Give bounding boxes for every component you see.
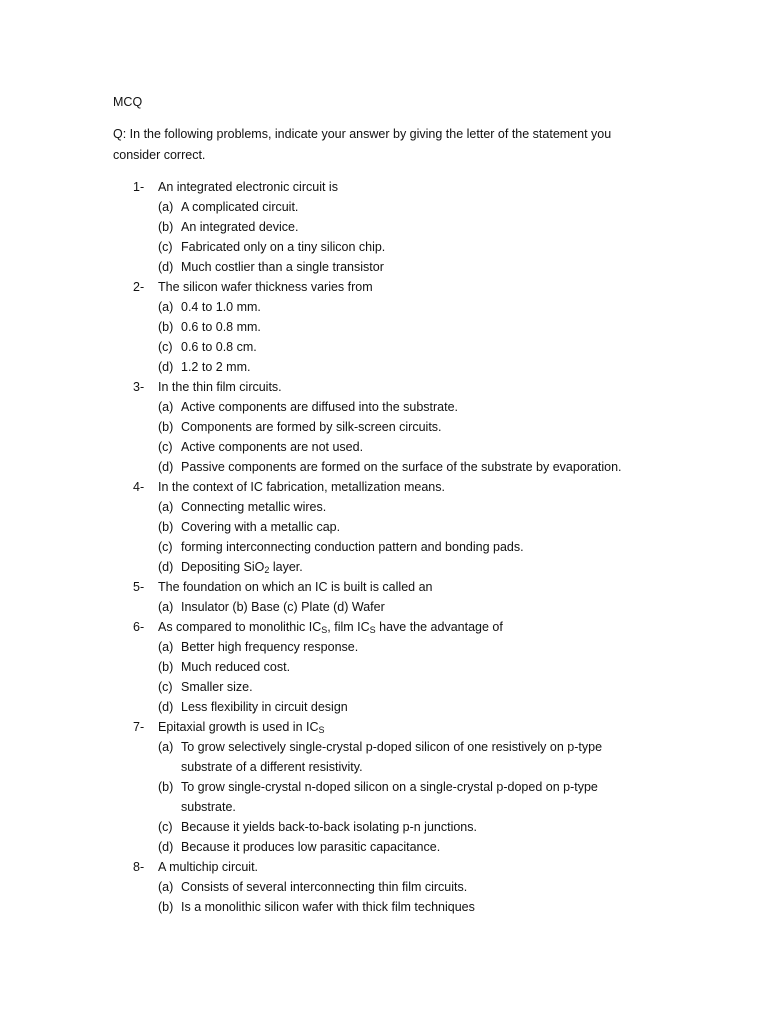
option-letter: (b)	[158, 420, 174, 434]
option-letter: (c)	[158, 820, 173, 834]
question-6	[0, 617, 768, 637]
question-text	[158, 617, 503, 637]
option-letter: (b)	[158, 320, 174, 334]
option-text: Less flexibility in circuit design	[181, 700, 348, 714]
option-text: To grow selectively single-crystal p-doped silicon of one resistively on p-type substrate of a different resistivity.	[181, 740, 603, 774]
option-4c	[0, 537, 768, 557]
option-text: Active components are diffused into the substrate.	[181, 400, 459, 414]
option-8a	[0, 877, 768, 897]
question-number: 8-	[133, 860, 145, 874]
option-text-main: Depositing SiO	[181, 560, 265, 574]
option-text: 0.4 to 1.0 mm.	[181, 300, 261, 314]
option-6d	[0, 697, 768, 717]
option-text: Because it yields back-to-back isolating p-n junctions.	[181, 820, 477, 834]
option-3c	[0, 437, 768, 457]
subscript: S	[369, 625, 376, 635]
option-text: forming interconnecting conduction pattern and bonding pads.	[181, 540, 524, 554]
option-text-tail: layer.	[269, 560, 303, 574]
question-text: In the thin film circuits.	[158, 380, 282, 394]
question-text-part: have the advantage of	[375, 620, 503, 634]
question-number: 4-	[133, 480, 145, 494]
subscript: S	[321, 625, 328, 635]
question-number: 6-	[133, 620, 145, 634]
option-7b	[0, 777, 768, 817]
question-2	[0, 277, 768, 297]
option-letter: (a)	[158, 300, 174, 314]
option-6a	[0, 637, 768, 657]
option-text	[181, 557, 651, 577]
option-letter: (c)	[158, 240, 173, 254]
option-1b	[0, 217, 768, 237]
option-letter: (a)	[158, 880, 174, 894]
option-text: Is a monolithic silicon wafer with thick film techniques	[181, 900, 475, 914]
question-text-part: Epitaxial growth is used in IC	[158, 720, 319, 734]
option-text: Fabricated only on a tiny silicon chip.	[181, 240, 386, 254]
option-text: 1.2 to 2 mm.	[181, 360, 251, 374]
option-letter: (d)	[158, 460, 174, 474]
option-letter: (b)	[158, 780, 174, 794]
option-4b	[0, 517, 768, 537]
option-letter: (a)	[158, 600, 174, 614]
subscript: S	[318, 725, 325, 735]
question-number: 2-	[133, 280, 145, 294]
option-3b	[0, 417, 768, 437]
option-text: 0.6 to 0.8 cm.	[181, 340, 257, 354]
question-text-part: , film IC	[327, 620, 370, 634]
option-letter: (c)	[158, 680, 173, 694]
question-number: 3-	[133, 380, 145, 394]
option-2b	[0, 317, 768, 337]
option-4a	[0, 497, 768, 517]
question-text: A multichip circuit.	[158, 860, 259, 874]
option-letter: (b)	[158, 520, 174, 534]
question-number: 7-	[133, 720, 145, 734]
option-text: Connecting metallic wires.	[181, 500, 327, 514]
option-1d	[0, 257, 768, 277]
option-letter: (d)	[158, 560, 174, 574]
question-number: 5-	[133, 580, 145, 594]
question-5	[0, 577, 768, 597]
option-letter: (a)	[158, 640, 174, 654]
option-2a	[0, 297, 768, 317]
option-7d	[0, 837, 768, 857]
option-8b	[0, 897, 768, 917]
option-letter: (a)	[158, 500, 174, 514]
option-text: Much reduced cost.	[181, 660, 291, 674]
option-letter: (c)	[158, 540, 173, 554]
option-letter: (d)	[158, 700, 174, 714]
option-letter: (d)	[158, 840, 174, 854]
option-3a	[0, 397, 768, 417]
option-text: An integrated device.	[181, 220, 299, 234]
option-6c	[0, 677, 768, 697]
option-6b	[0, 657, 768, 677]
question-text: The silicon wafer thickness varies from	[158, 280, 373, 294]
option-text: To grow single-crystal n-doped silicon on a single-crystal p-doped on p-type substrate.	[181, 780, 598, 814]
option-text: Because it produces low parasitic capacitance.	[181, 840, 441, 854]
question-text: An integrated electronic circuit is	[158, 180, 338, 194]
question-1	[0, 177, 768, 197]
option-text: Smaller size.	[181, 680, 253, 694]
option-text: Insulator (b) Base (c) Plate (d) Wafer	[181, 600, 385, 614]
option-text: Covering with a metallic cap.	[181, 520, 341, 534]
question-text	[158, 717, 325, 737]
option-text: Components are formed by silk-screen circuits.	[181, 420, 442, 434]
option-text: Better high frequency response.	[181, 640, 359, 654]
option-text: Much costlier than a single transistor	[181, 260, 384, 274]
option-2d	[0, 357, 768, 377]
option-letter: (a)	[158, 400, 174, 414]
option-2c	[0, 337, 768, 357]
option-letter: (c)	[158, 440, 173, 454]
option-letter: (b)	[158, 220, 174, 234]
option-text: Active components are not used.	[181, 440, 364, 454]
question-text: The foundation on which an IC is built is called an	[158, 580, 433, 594]
question-text: In the context of IC fabrication, metallization means.	[158, 480, 445, 494]
option-letter: (a)	[158, 200, 174, 214]
subscript: 2	[264, 565, 270, 575]
option-letter: (d)	[158, 360, 174, 374]
option-text: 0.6 to 0.8 mm.	[181, 320, 261, 334]
option-text: Consists of several interconnecting thin film circuits.	[181, 880, 468, 894]
option-1c	[0, 237, 768, 257]
page-title: MCQ	[113, 95, 143, 109]
option-letter: (b)	[158, 900, 174, 914]
question-number: 1-	[133, 180, 145, 194]
instructions-text: Q: In the following problems, indicate your answer by giving the letter of the statement you consider correct.	[113, 127, 612, 162]
option-4d	[0, 557, 768, 577]
option-text: Passive components are formed on the surface of the substrate by evaporation.	[181, 460, 622, 474]
option-5a	[0, 597, 768, 617]
option-1a	[0, 197, 768, 217]
option-3d	[0, 457, 768, 477]
option-letter: (c)	[158, 340, 173, 354]
option-letter: (d)	[158, 260, 174, 274]
option-text: A complicated circuit.	[181, 200, 299, 214]
question-4	[0, 477, 768, 497]
question-list	[0, 177, 768, 917]
option-7a	[0, 737, 768, 777]
question-text-part: As compared to monolithic IC	[158, 620, 322, 634]
option-7c	[0, 817, 768, 837]
question-8	[0, 857, 768, 877]
option-letter: (a)	[158, 740, 174, 754]
option-letter: (b)	[158, 660, 174, 674]
question-7	[0, 717, 768, 737]
question-3	[0, 377, 768, 397]
